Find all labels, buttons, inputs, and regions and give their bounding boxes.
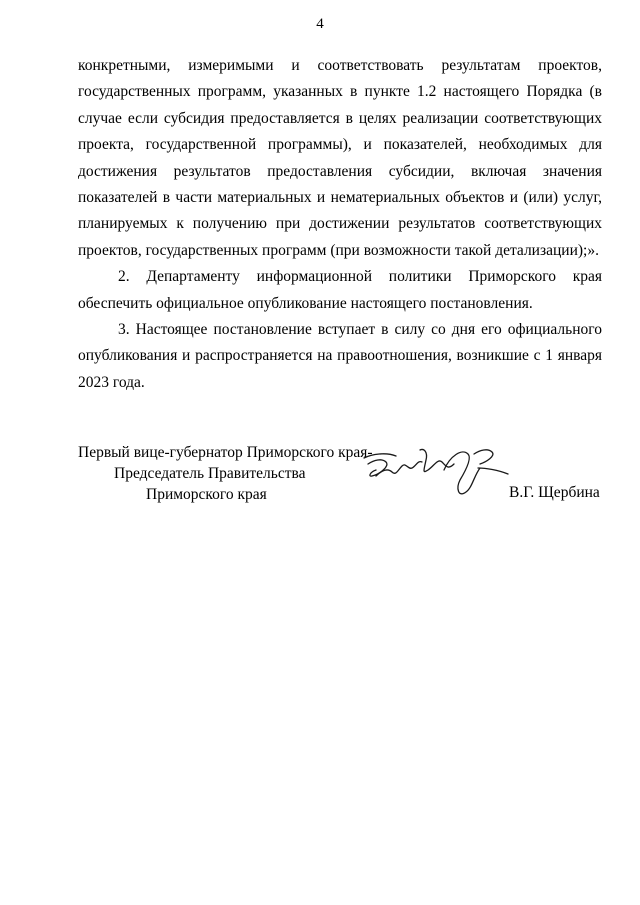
paragraph-item-2: 2. Департаменту информационной политики Приморского края обеспечить официальное опубликование настоящего постановления. <box>78 268 602 312</box>
page-number: 4 <box>316 16 324 32</box>
signatory-name: В.Г. Щербина <box>509 484 600 501</box>
signatory-position-line-2: Председатель Правительства <box>114 465 306 482</box>
signatory-position-line-3: Приморского края <box>146 486 267 503</box>
paragraph-continuation: конкретными, измеримыми и соответствовать результатам проектов, государственных программ, указанных в пункте 1.2 настоящего Порядка (в случае если субсидия предоставляется в целях реализации соответствующих проекта, государственной программы), и показателей, необходимых для достижения результатов предоставления субсидии, включая значения показателей в части материальных и нематериальных объектов и (или) услуг, планируемых к получению при достижении результатов соответствующих проектов, государственных программ (при возможности такой детализации);». <box>78 57 602 259</box>
handwritten-signature <box>362 440 510 506</box>
signatory-position-line-1: Первый вице-губернатор Приморского края- <box>78 444 373 461</box>
document-body <box>78 53 602 396</box>
paragraph-item-3: 3. Настоящее постановление вступает в силу со дня его официального опубликования и распространяется на правоотношения, возникшие с 1 января 2023 года. <box>78 321 602 391</box>
signatory-position <box>78 442 373 505</box>
